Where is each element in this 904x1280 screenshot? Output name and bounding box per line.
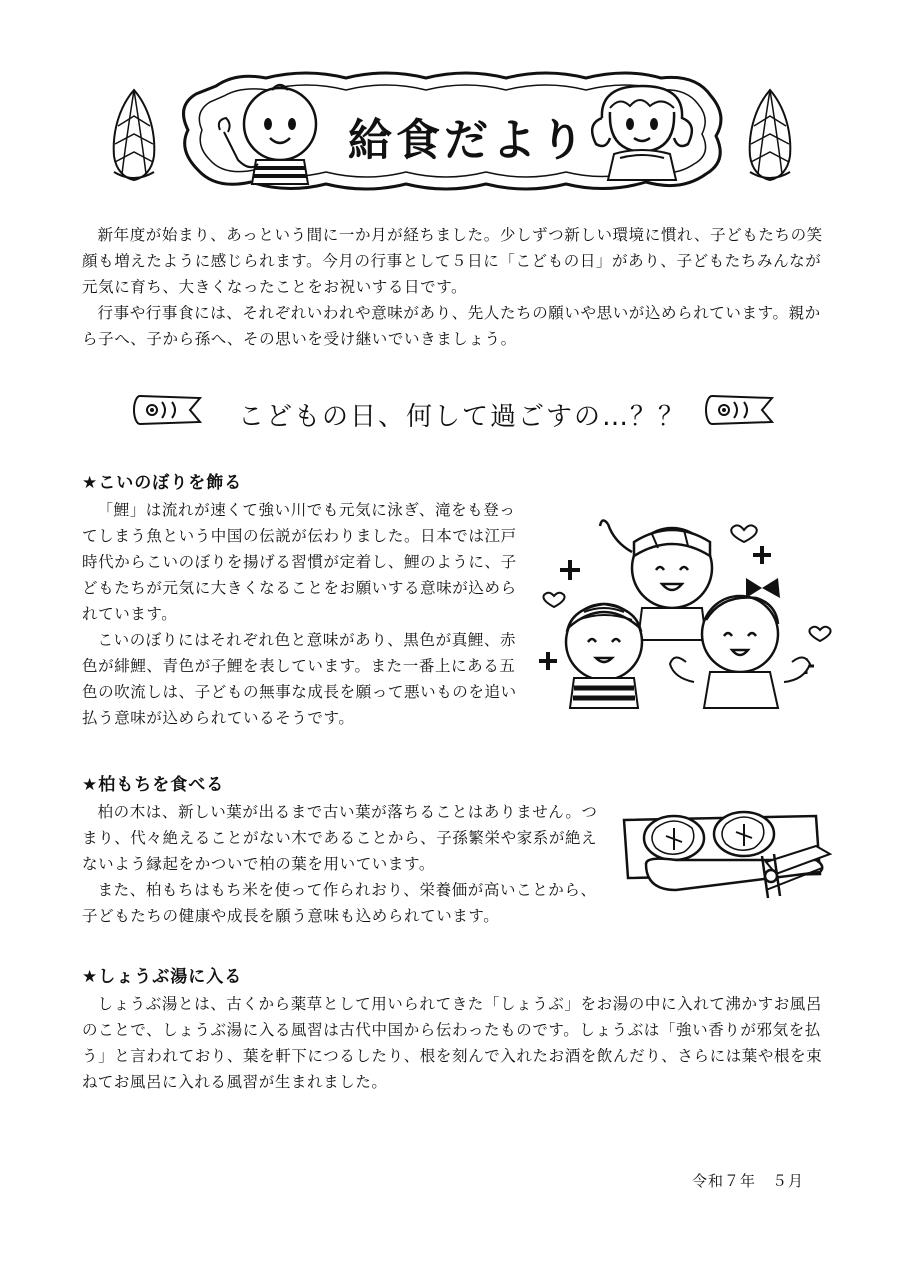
bamboo-shoot-right-icon xyxy=(736,86,804,184)
topic-paragraph: こいのぼりにはそれぞれ色と意味があり、黒色が真鯉、赤色が緋鯉、青色が子鯉を表しています。また一番上にある五色の吹流しは、子どもの無事な成長を願って悪いものを追い払う意味が込められているそうです。 xyxy=(82,631,517,727)
topic-paragraph: しょうぶ湯とは、古くから薬草として用いられてきた「しょうぶ」をお湯の中に入れて沸かすお風呂のことで、しょうぶ湯に入る風習は古代中国から伝わったものです。しょうぶは「強い香りが邪気を払う」と言われており、葉を軒下につるしたり、根を刻んで入れたお酒を飲んだり、さらには葉や根を束ねてお風呂に入れる風習が生まれました。 xyxy=(82,995,823,1091)
bamboo-shoot-left-icon xyxy=(100,86,168,184)
topic-heading: ★柏もちを食べる xyxy=(82,775,225,795)
topic-shoubu-yu xyxy=(82,962,824,1095)
intro-paragraph: 新年度が始まり、あっという間に一か月が経ちました。少しずつ新しい環境に慣れ、子どもたちの笑顔も増えたように感じられます。今月の行事として５日に「こどもの日」があり、子どもたちみんなが元気に育ち、大きくなったことをお祝いする日です。 xyxy=(82,226,823,296)
koinobori-left-icon xyxy=(132,392,206,428)
topic-paragraph: 柏の木は、新しい葉が出るまで古い葉が落ちることはありません。つまり、代々絶えることがない木であることから、子孫繁栄や家系が絶えないよう縁起をかついで柏の葉を用いています。 xyxy=(82,803,598,873)
topic-paragraph: また、柏もちはもち米を使って作られおり、栄養価が高いことから、子どもたちの健康や成長を願う意味も込められています。 xyxy=(82,881,597,925)
girl-character-icon xyxy=(580,78,704,182)
topic-kashiwa-mochi xyxy=(82,770,602,929)
koinobori-right-icon xyxy=(704,392,778,428)
footer-date: 令和７年 ５月 xyxy=(692,1172,805,1190)
topic-heading: ★しょうぶ湯に入る xyxy=(82,967,243,987)
topic-paragraph: 「鯉」は流れが速くて強い川でも元気に泳ぎ、滝をも登ってしまう魚という中国の伝説が伝わりました。日本では江戸時代からこいのぼりを揚げる習慣が定着し、鯉のように、子どもたちが元気に大きくなることをお願いする意味が込められています。 xyxy=(82,501,517,623)
boy-character-icon xyxy=(210,80,340,186)
intro-paragraph: 行事や行事食には、それぞれいわれや意味があり、先人たちの願いや思いが込められています。親から子へ、子から孫へ、その思いを受け継いでいきましょう。 xyxy=(82,304,821,348)
children-celebrating-illustration xyxy=(534,512,834,712)
kashiwa-mochi-illustration xyxy=(616,798,834,908)
section-title: こどもの日、何して過ごすの…？？ xyxy=(238,402,687,432)
masthead xyxy=(100,66,804,196)
topic-koinobori xyxy=(82,468,520,731)
intro-section xyxy=(82,222,824,352)
masthead-title: 給食だより xyxy=(348,115,588,166)
topic-heading: ★こいのぼりを飾る xyxy=(82,473,243,493)
